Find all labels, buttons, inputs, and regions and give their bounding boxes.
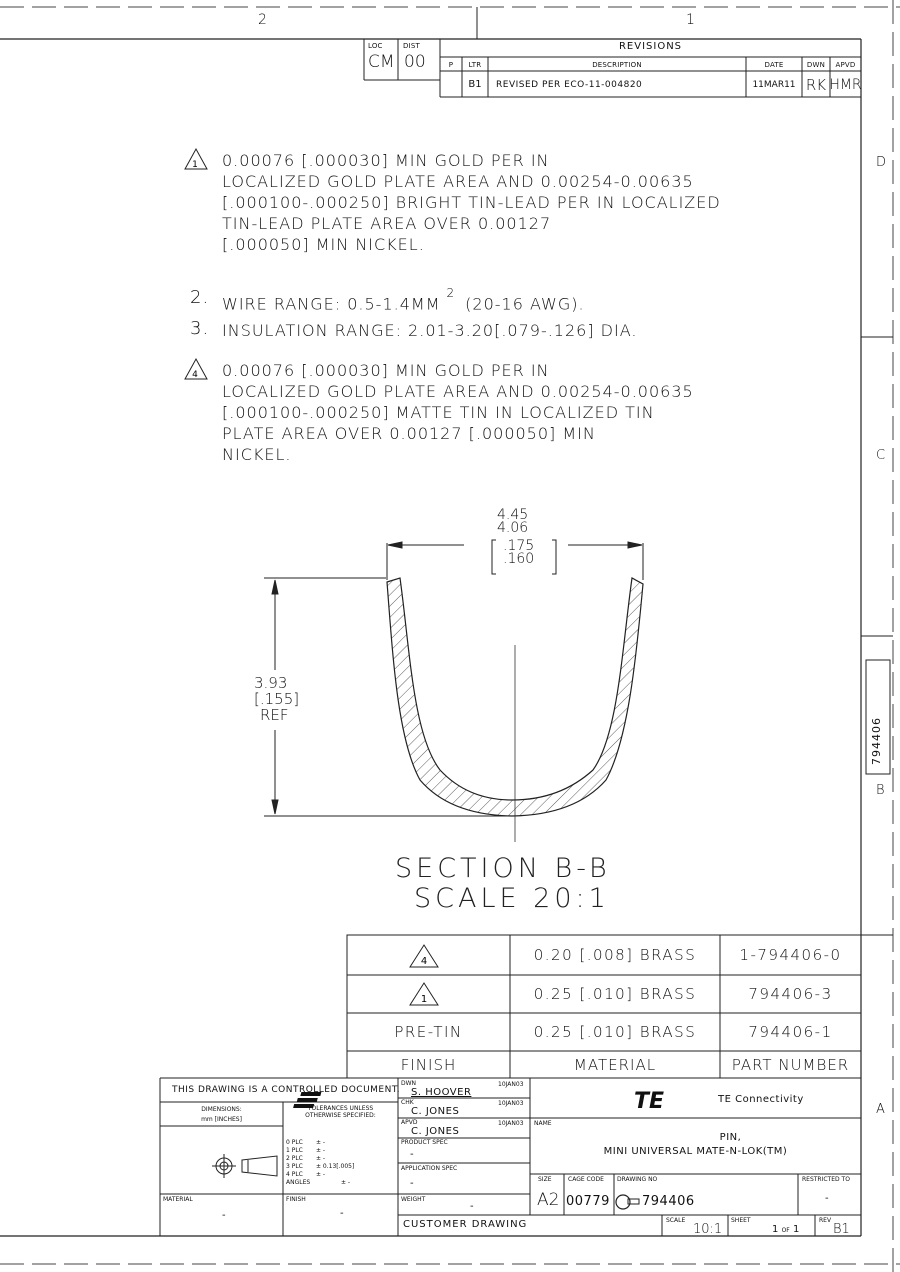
zone-label-d: D — [876, 155, 887, 170]
te-logo-text: TE — [634, 1089, 665, 1114]
zone-label-2: 2 — [258, 12, 267, 28]
chk-label: CHK — [401, 1099, 414, 1106]
company-name: TE Connectivity — [718, 1094, 804, 1105]
finish-label: FINISH — [286, 1196, 306, 1203]
loc-label: LOC — [368, 42, 383, 50]
rev-header-apvd: APVD — [835, 60, 856, 69]
chk-date: 10JAN03 — [498, 1100, 524, 1107]
material-label: MATERIAL — [163, 1196, 193, 1203]
drawing-no-value: 794406 — [642, 1194, 695, 1209]
weight-value: - — [470, 1201, 474, 1212]
finish-row-2-material: 0.25 [.010] BRASS — [533, 985, 697, 1003]
material-value: - — [222, 1210, 226, 1221]
tolerances-label-1: TOLERANCES UNLESS — [307, 1104, 374, 1112]
controlled-document-note: THIS DRAWING IS A CONTROLLED DOCUMENT. — [172, 1085, 401, 1095]
loc-value: CM — [368, 52, 395, 72]
note-4-line: 0.00076 [.000030] MIN GOLD PER IN — [222, 361, 550, 380]
note-1-line: 0.00076 [.000030] MIN GOLD PER IN — [222, 151, 550, 170]
product-spec-value: - — [410, 1149, 414, 1160]
part-name — [530, 1131, 861, 1159]
finish-row-3-finish: PRE-TIN — [394, 1023, 463, 1041]
finish-row-2-marker: 1 — [420, 994, 428, 1005]
weight-label: WEIGHT — [401, 1196, 426, 1203]
material-header: MATERIAL — [573, 1055, 657, 1074]
drawing-no-label: DRAWING NO — [617, 1176, 658, 1183]
height-dim-mm: 3.93 — [254, 674, 288, 692]
rev-header-date: DATE — [764, 60, 784, 69]
note-1-line: LOCALIZED GOLD PLATE AREA AND 0.00254-0.00635 — [222, 172, 694, 191]
tolerance-list: 0 PLC ± - 1 PLC ± - 2 PLC ± - 3 PLC ± 0.13[.005] 4 PLC ± - ANGLES ± - — [286, 1139, 355, 1186]
finish-row-2-part: 794406-3 — [748, 985, 833, 1003]
note-4-line: PLATE AREA OVER 0.00127 [.000050] MIN — [222, 424, 596, 443]
height-dim-ref: REF — [260, 706, 289, 724]
note-2-marker: 2. — [190, 287, 210, 308]
rev-header-p: P — [448, 60, 454, 69]
height-dim-in: [.155] — [254, 690, 300, 708]
application-spec-label: APPLICATION SPEC — [401, 1165, 458, 1172]
rev-label: REV — [819, 1217, 832, 1224]
note-4-marker: 4 — [192, 370, 198, 380]
rev-description: REVISED PER ECO-11-004820 — [496, 80, 643, 90]
restricted-to-label: RESTRICTED TO — [802, 1176, 850, 1183]
note-2-text: WIRE RANGE: 0.5-1.4MM — [222, 294, 441, 314]
apvd-name: C. JONES — [411, 1126, 460, 1137]
projection-symbol-icon — [212, 1154, 277, 1178]
rev-value: B1 — [833, 1222, 850, 1237]
apvd-date: 10JAN03 — [498, 1120, 524, 1127]
rev-apvd: HMR — [829, 76, 862, 93]
note-1-line: [.000100-.000250] BRIGHT TIN-LEAD PER IN LOCALIZED — [222, 193, 721, 212]
note-2-superscript: 2 — [446, 286, 456, 300]
part-name-line-2: MINI UNIVERSAL MATE-N-LOK(TM) — [603, 1146, 788, 1157]
dist-value: 00 — [404, 52, 426, 72]
finish-row-3-material: 0.25 [.010] BRASS — [533, 1023, 697, 1041]
scale-label: SCALE — [666, 1217, 686, 1224]
rev-date: 11MAR11 — [752, 79, 796, 90]
dwn-date: 10JAN03 — [498, 1081, 524, 1088]
finish-row-1-part: 1-794406-0 — [739, 946, 842, 964]
size-label: SIZE — [538, 1176, 552, 1183]
cage-code-value: 00779 — [566, 1194, 610, 1209]
restricted-to-value: - — [825, 1193, 829, 1204]
customer-drawing: CUSTOMER DRAWING — [403, 1219, 528, 1230]
finish-row-3-part: 794406-1 — [748, 1023, 833, 1041]
chk-name: C. JONES — [411, 1106, 460, 1117]
note-4-line: LOCALIZED GOLD PLATE AREA AND 0.00254-0.00635 — [222, 382, 694, 401]
zone-label-1: 1 — [686, 12, 695, 28]
note-1-marker: 1 — [192, 160, 198, 170]
width-dim-in-max: .175 — [503, 538, 535, 554]
size-value: A2 — [537, 1190, 560, 1210]
rev-header-dwn: DWN — [806, 60, 826, 69]
dimensions-label: DIMENSIONS: — [201, 1105, 242, 1113]
dwn-name: S. HOOVER — [411, 1087, 472, 1098]
note-2-tail: (20-16 AWG). — [465, 294, 585, 314]
zone-label-c: C — [876, 448, 886, 463]
scale-value: 10:1 — [693, 1222, 723, 1237]
dimensions-value: mm [INCHES] — [201, 1115, 242, 1123]
cage-code-label: CAGE CODE — [568, 1176, 604, 1183]
finish-row-1-material: 0.20 [.008] BRASS — [533, 946, 697, 964]
rev-ltr: B1 — [468, 79, 482, 90]
zone-label-b: B — [876, 783, 885, 798]
note-4-line: [.000100-.000250] MATTE TIN IN LOCALIZED TIN — [222, 403, 655, 422]
dwn-label: DWN — [401, 1080, 417, 1087]
side-part-number: 794406 — [870, 717, 883, 765]
name-label: NAME — [534, 1120, 552, 1127]
sheet-label: SHEET — [731, 1217, 751, 1224]
finish-value: - — [340, 1208, 344, 1219]
application-spec-value: - — [410, 1178, 414, 1189]
rev-dwn: RK — [805, 75, 827, 94]
zone-label-a: A — [876, 1102, 885, 1117]
product-spec-label: PRODUCT SPEC — [401, 1139, 448, 1146]
part-name-line-1: PIN, — [719, 1132, 742, 1143]
sheet-info: 1 OF 1 — [772, 1224, 800, 1235]
width-dim-min: 4.06 — [497, 520, 529, 536]
section-scale: SCALE 20:1 — [414, 883, 610, 914]
note-1-line: TIN-LEAD PLATE AREA OVER 0.00127 — [222, 214, 552, 233]
tolerances-label-2: OTHERWISE SPECIFIED: — [305, 1111, 376, 1119]
width-dim-in-min: .160 — [503, 551, 535, 567]
rev-header-desc: DESCRIPTION — [592, 60, 642, 69]
note-3: INSULATION RANGE: 2.01-3.20[.079-.126] DIA. — [222, 321, 638, 340]
finish-row-1-marker: 4 — [420, 956, 428, 967]
note-3-marker: 3. — [190, 318, 210, 339]
rev-header-ltr: LTR — [468, 60, 482, 69]
section-title: SECTION B-B — [395, 853, 611, 884]
apvd-label: APVD — [401, 1119, 418, 1126]
note-4-line: NICKEL. — [222, 445, 292, 464]
dist-label: DIST — [403, 42, 420, 50]
width-dim-max: 4.45 — [497, 507, 529, 523]
finish-header: FINISH — [400, 1055, 457, 1074]
revisions-title: REVISIONS — [618, 41, 683, 52]
part-number-header: PART NUMBER — [731, 1055, 850, 1074]
note-1-line: [.000050] MIN NICKEL. — [222, 235, 425, 254]
